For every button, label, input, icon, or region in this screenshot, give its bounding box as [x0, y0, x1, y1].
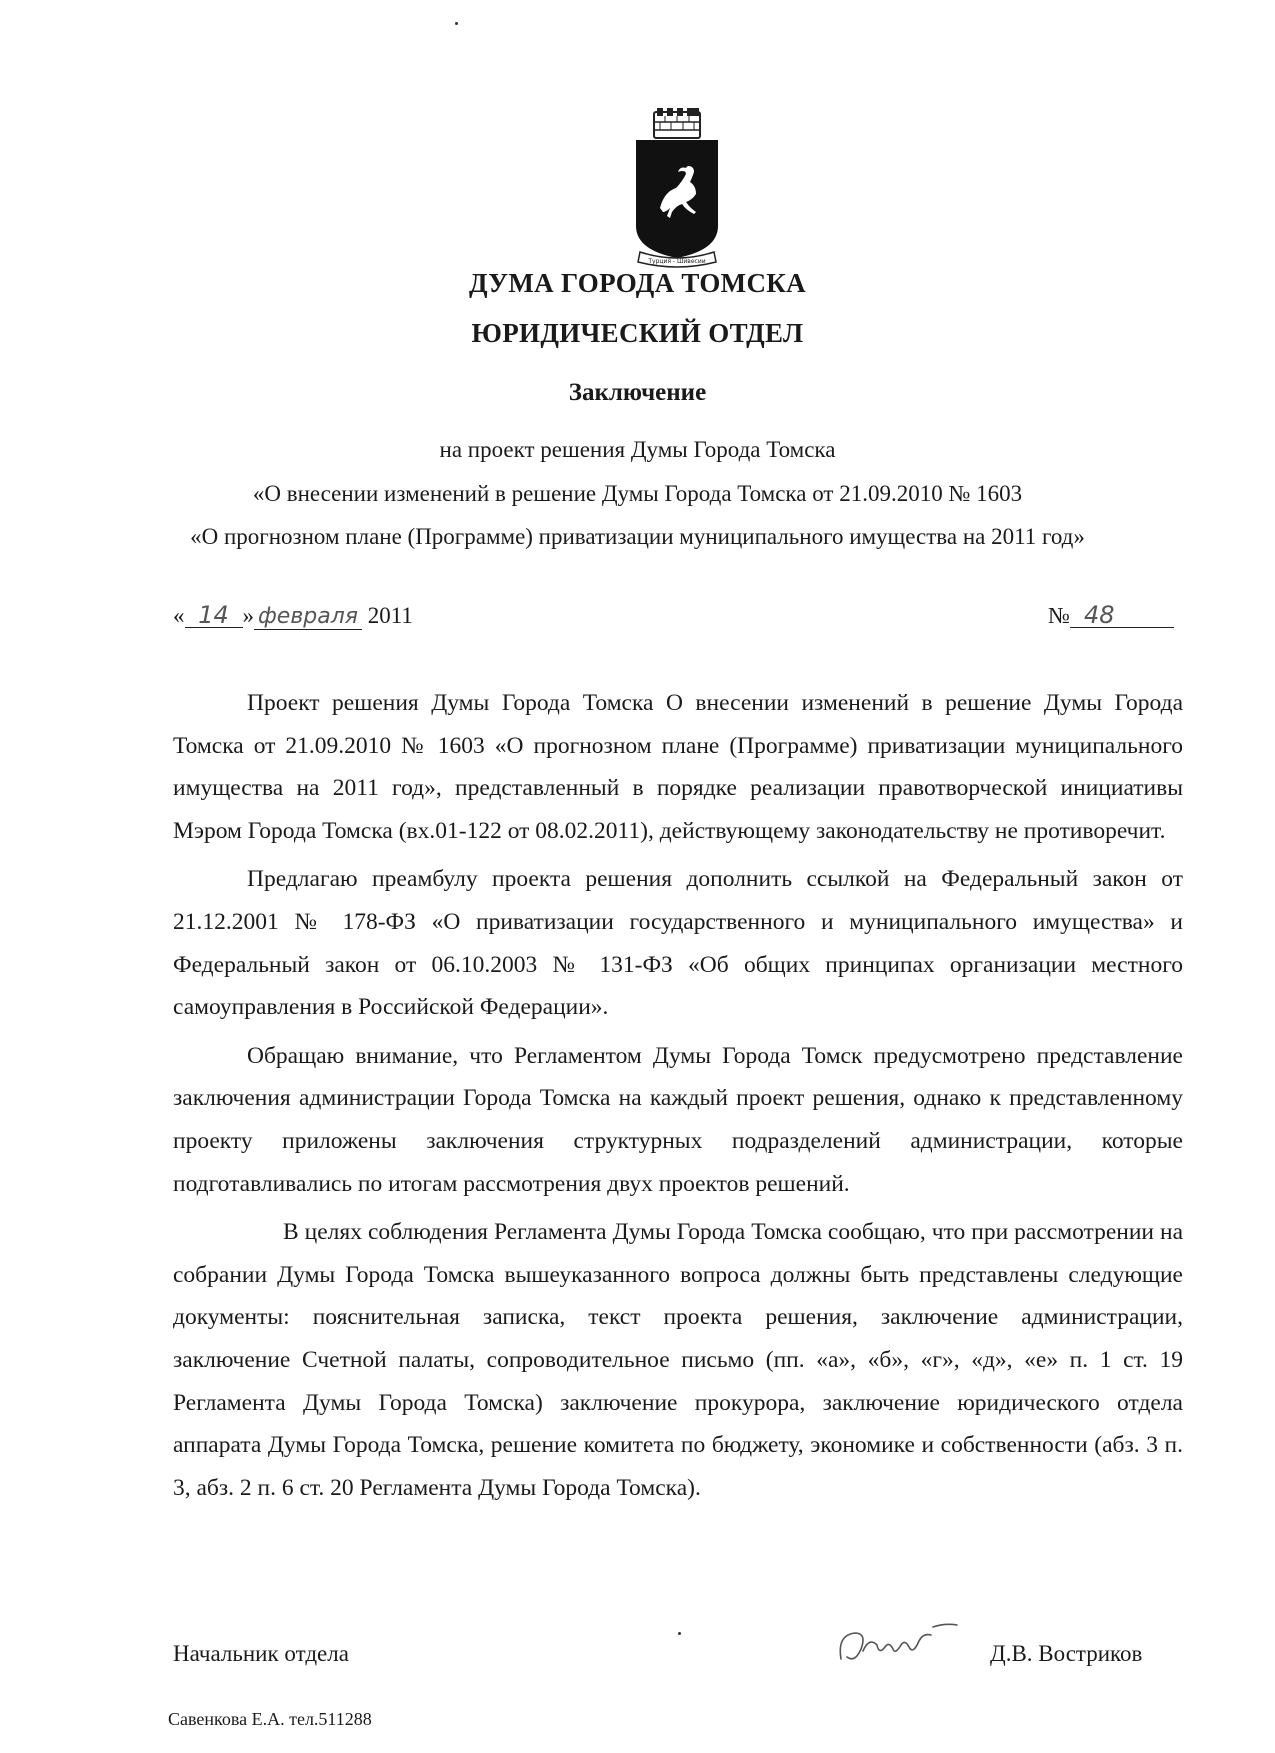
scan-speck [678, 1632, 681, 1635]
number-label: № [1048, 603, 1070, 628]
svg-text:Турция - Шивесии: Турция - Шивесии [648, 258, 706, 265]
date-year: 2011 [367, 603, 413, 628]
document-type-heading: Заключение [568, 379, 707, 406]
date-close-quote: » [242, 603, 254, 628]
number-value-handwritten: 48 [1070, 603, 1174, 628]
subject-line-1: на проект решения Думы Города Томска [439, 437, 836, 462]
organization-heading: ДУМА ГОРОДА ТОМСКА [469, 268, 806, 298]
date-day-handwritten: 14 [185, 603, 243, 628]
signatory-title: Начальник отдела [173, 1641, 349, 1666]
body-paragraph-2: Предлагаю преамбулу проекта решения дополнить ссылкой на Федеральный закон от 21.12.2001 № 178-ФЗ «О приватизации государственного и муниципального имущества» и Федеральный закон от 06.10.2003 № 131-ФЗ «Об общих принципах организации местного самоуправления в Российской Федерации». [173, 866, 1183, 1021]
body-paragraph-4: В целях соблюдения Регламента Думы Города Томска сообщаю, что при рассмотрении на собрании Думы Города Томска вышеуказанного вопроса должны быть представлены следующие документы: пояснительная записка, текст проекта решения, заключение администрации, заключение Счетной палаты, сопроводительное письмо (пп. «а», «б», «г», «д», «е» п. 1 ст. 19 Регламента Думы Города Томска) заключение прокурора, заключение юридического отдела аппарата Думы Города Томска, решение комитета по бюджету, экономике и собственности (абз. 3 п. 3, абз. 2 п. 6 ст. 20 Регламента Думы Города Томска). [173, 1219, 1183, 1501]
document-body [173, 682, 1183, 1515]
document-date [173, 603, 413, 630]
body-paragraph-3: Обращаю внимание, что Регламентом Думы Города Томск предусмотрено представление заключения администрации Города Томска на каждый проект решения, однако к представленному проекту приложены заключения структурных подразделений администрации, которые подготавливались по итогам рассмотрения двух проектов решений. [173, 1042, 1183, 1197]
crown-icon [654, 108, 700, 138]
date-month-handwritten: февраля [254, 605, 362, 630]
subject-line-2: «О внесении изменений в решение Думы Города Томска от 21.09.2010 № 1603 [252, 481, 1023, 506]
body-paragraph-1: Проект решения Думы Города Томска О внесении изменений в решение Думы Города Томска от 21.09.2010 № 1603 «О прогнозном плане (Программе) приватизации муниципального имущества на 2011 год», представленный в порядке реализации правотворческой инициативы Мэром Города Томска (вх.01-122 от 08.02.2011), действующему законодательству не противоречит. [173, 690, 1183, 844]
handwritten-signature-icon [833, 1615, 973, 1675]
subject-line-3: «О прогнозном плане (Программе) приватизации муниципального имущества на 2011 год» [190, 524, 1085, 549]
executor-contact: Савенкова Е.А. тел.511288 [168, 1709, 372, 1729]
scan-speck [455, 22, 458, 25]
signatory-name: Д.В. Востриков [990, 1641, 1143, 1666]
coat-of-arms-icon [630, 108, 724, 270]
department-heading: ЮРИДИЧЕСКИЙ ОТДЕЛ [471, 318, 804, 348]
date-open-quote: « [173, 603, 185, 628]
document-number [1048, 603, 1174, 629]
